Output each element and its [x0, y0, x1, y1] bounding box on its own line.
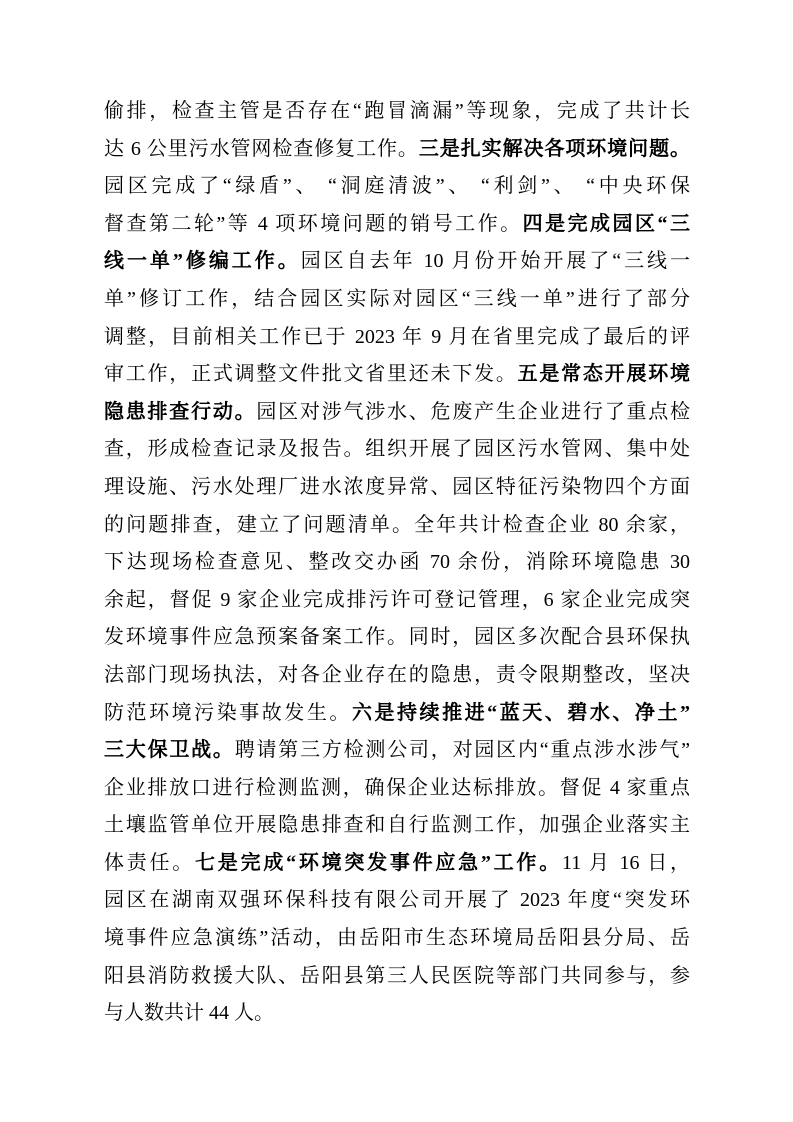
- bold-text-segment: 三大保卫战。: [104, 739, 235, 762]
- text-line: [104, 619, 690, 657]
- text-line: [104, 544, 690, 582]
- text-line: [104, 732, 690, 770]
- text-line: [104, 319, 690, 357]
- text-segment: 阳县消防救援大队、岳阳县第三人民医院等部门共同参与，参: [104, 964, 690, 987]
- text-segment: 调整，目前相关工作已于 2023 年 9 月在省里完成了最后的评: [104, 325, 690, 348]
- text-segment: 园区自去年 10 月份开始开展了“三线一: [300, 250, 690, 273]
- text-segment: 发环境事件应急预案备案工作。同时，园区多次配合县环保执: [104, 626, 690, 649]
- text-segment: 企业排放口进行检测监测，确保企业达标排放。督促 4 家重点: [104, 776, 690, 799]
- bold-text-segment: 线一单”修编工作。: [104, 250, 301, 273]
- text-segment: 聘请第三方检测公司，对园区内“重点涉水涉气”: [234, 739, 690, 762]
- text-segment: 单”修订工作，结合园区实际对园区“三线一单”进行了部分: [104, 287, 690, 310]
- text-line: [104, 431, 690, 469]
- text-segment: 园区对涉气涉水、危废产生企业进行了重点检: [256, 400, 690, 423]
- text-line: [104, 131, 690, 169]
- text-line: [104, 394, 690, 432]
- text-line: [104, 995, 690, 1033]
- text-segment: 偷排，检查主管是否存在“跑冒滴漏”等现象，完成了共计长: [104, 100, 690, 122]
- text-line: [104, 168, 690, 206]
- text-line: [104, 469, 690, 507]
- text-segment: 审工作，正式调整文件批文省里还未下发。: [104, 363, 518, 386]
- text-segment: 查，形成检查记录及报告。组织开展了园区污水管网、集中处: [104, 438, 690, 461]
- bold-text-segment: 三是扎实解决各项环境问题。: [418, 137, 690, 160]
- text-segment: 体责任。: [104, 851, 196, 874]
- text-line: [104, 93, 690, 131]
- text-segment: 督查第二轮”等 4 项环境问题的销号工作。: [104, 212, 523, 235]
- bold-text-segment: 七是完成“环境突发事件应急”工作。: [195, 851, 562, 874]
- text-line: [104, 243, 690, 281]
- text-segment: 园区完成了“绿盾”、 “洞庭清波”、 “利剑”、 “中央环保: [104, 175, 690, 198]
- text-line: [104, 356, 690, 394]
- text-line: [104, 507, 690, 545]
- text-block: [104, 93, 690, 1033]
- text-line: [104, 281, 690, 319]
- text-line: [104, 845, 690, 883]
- text-line: [104, 695, 690, 733]
- text-line: [104, 582, 690, 620]
- text-line: [104, 657, 690, 695]
- bold-text-segment: 五是常态开展环境: [517, 363, 690, 386]
- text-line: [104, 958, 690, 996]
- text-segment: 11 月 16 日，: [561, 851, 690, 874]
- text-line: [104, 920, 690, 958]
- text-segment: 防范环境污染事故发生。: [104, 701, 352, 724]
- text-segment: 达 6 公里污水管网检查修复工作。: [104, 137, 419, 160]
- text-segment: 与人数共计 44 人。: [104, 1002, 274, 1025]
- text-segment: 土壤监管单位开展隐患排查和自行监测工作，加强企业落实主: [104, 814, 690, 837]
- text-segment: 境事件应急演练”活动，由岳阳市生态环境局岳阳县分局、岳: [104, 927, 690, 950]
- text-segment: 法部门现场执法，对各企业存在的隐患，责令限期整改，坚决: [104, 663, 690, 686]
- text-segment: 的问题排查，建立了问题清单。全年共计检查企业 80 余家，: [104, 513, 690, 536]
- text-segment: 余起，督促 9 家企业完成排污许可登记管理，6 家企业完成突: [104, 588, 690, 611]
- text-line: [104, 770, 690, 808]
- text-segment: 理设施、污水处理厂进水浓度异常、园区特征污染物四个方面: [104, 475, 690, 498]
- bold-text-segment: 六是持续推进“蓝天、碧水、净土”: [351, 701, 690, 724]
- text-line: [104, 882, 690, 920]
- bold-text-segment: 隐患排查行动。: [104, 400, 257, 423]
- text-line: [104, 807, 690, 845]
- text-segment: 园区在湖南双强环保科技有限公司开展了 2023 年度“突发环: [104, 889, 690, 912]
- bold-text-segment: 四是完成园区“三: [522, 212, 690, 235]
- text-segment: 下达现场检查意见、整改交办函 70 余份，消除环境隐患 30: [104, 551, 690, 574]
- text-line: [104, 206, 690, 244]
